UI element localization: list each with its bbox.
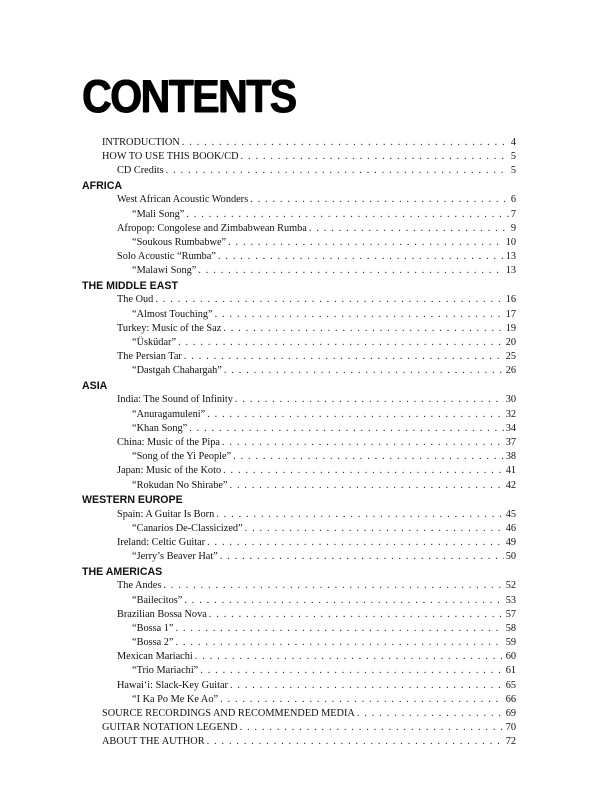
dot-leader <box>155 293 503 307</box>
toc-entry-page: 53 <box>505 594 516 606</box>
toc-entry[interactable] <box>82 436 516 450</box>
toc-entry[interactable] <box>82 594 516 608</box>
toc-entry[interactable] <box>82 336 516 350</box>
toc-entry-page: 5 <box>510 165 516 177</box>
toc-entry[interactable] <box>82 479 516 493</box>
toc-entry[interactable] <box>82 450 516 464</box>
section-heading-asia: ASIA <box>82 380 108 393</box>
toc-entry-page: 59 <box>505 637 516 649</box>
toc-entry-title: “Mali Song” <box>132 208 185 220</box>
dot-leader <box>175 636 503 650</box>
dot-leader <box>245 522 504 536</box>
toc-entry-page: 19 <box>505 322 516 334</box>
toc-entry-page: 30 <box>505 394 516 406</box>
toc-entry-page: 50 <box>505 551 516 563</box>
toc-entry-page: 13 <box>505 265 516 277</box>
toc-entry-title: “Rokudan No Shirabe” <box>132 479 228 491</box>
toc-entry-title: Brazilian Bossa Nova <box>117 608 207 620</box>
toc-entry-title: The Persian Tar <box>117 351 182 363</box>
dot-leader <box>224 364 504 378</box>
toc-entry-title: “Canarios De-Classicized” <box>132 522 243 534</box>
toc-entry-page: 6 <box>510 194 516 206</box>
dot-leader <box>207 735 504 749</box>
dot-leader <box>186 208 509 222</box>
toc-entry-title: Mexican Mariachi <box>117 651 193 663</box>
toc-entry-title: Solo Acoustic “Rumba” <box>117 251 216 263</box>
dot-leader <box>209 608 504 622</box>
toc-entry-page: 20 <box>505 337 516 349</box>
toc-entry[interactable] <box>82 250 516 264</box>
toc-entry-page: 58 <box>505 622 516 634</box>
dot-leader <box>216 508 503 522</box>
toc-entry-page: 16 <box>505 294 516 306</box>
dot-leader <box>198 264 503 278</box>
toc-entry[interactable] <box>82 550 516 564</box>
section-heading-middle-east: THE MIDDLE EAST <box>82 280 178 293</box>
toc-entry[interactable] <box>82 679 516 693</box>
dot-leader <box>163 579 503 593</box>
toc-entry[interactable] <box>82 236 516 250</box>
toc-entry-title: “Song of the Yi People” <box>132 451 232 463</box>
toc-entry-title: Japan: Music of the Koto <box>117 465 222 477</box>
toc-entry-page: 37 <box>505 437 516 449</box>
toc-entry[interactable] <box>82 308 516 322</box>
toc-entry-title: Afropop: Congolese and Zimbabwean Rumba <box>117 222 307 234</box>
dot-leader <box>250 193 509 207</box>
toc-entry[interactable] <box>82 536 516 550</box>
table-of-contents <box>82 136 516 750</box>
toc-entry[interactable] <box>82 193 516 207</box>
toc-entry-title: “Bossa 2” <box>132 637 174 649</box>
toc-entry[interactable] <box>82 622 516 636</box>
toc-entry-title: Ireland: Celtic Guitar <box>117 537 206 549</box>
dot-leader <box>166 164 509 178</box>
dot-leader <box>215 308 504 322</box>
toc-entry-page: 38 <box>505 451 516 463</box>
toc-entry[interactable] <box>82 735 516 749</box>
toc-entry-page: 61 <box>505 665 516 677</box>
toc-entry[interactable] <box>82 608 516 622</box>
toc-entry-page: 17 <box>505 308 516 320</box>
toc-entry[interactable] <box>82 364 516 378</box>
toc-entry-title: HOW TO USE THIS BOOK/CD <box>102 151 239 163</box>
toc-entry-page: 66 <box>505 693 516 705</box>
toc-entry-page: 52 <box>505 580 516 592</box>
toc-entry-title: China: Music of the Pipa <box>117 437 220 449</box>
toc-entry[interactable] <box>82 136 516 150</box>
dot-leader <box>207 536 504 550</box>
toc-entry[interactable] <box>82 208 516 222</box>
toc-entry-title: The Andes <box>117 580 162 592</box>
section-heading-western-europe: WESTERN EUROPE <box>82 494 183 507</box>
dot-leader <box>178 336 504 350</box>
toc-entry-page: 7 <box>510 208 516 220</box>
toc-entry-page: 69 <box>505 708 516 720</box>
toc-entry-title: “Anuragamuleni” <box>132 408 206 420</box>
dot-leader <box>220 693 504 707</box>
toc-entry[interactable] <box>82 293 516 307</box>
toc-entry-page: 42 <box>505 479 516 491</box>
dot-leader <box>241 150 509 164</box>
toc-entry-page: 26 <box>505 365 516 377</box>
toc-entry-title: “Bossa 1” <box>132 622 174 634</box>
toc-entry-page: 41 <box>505 465 516 477</box>
section-heading-africa: AFRICA <box>82 180 123 193</box>
dot-leader <box>230 479 504 493</box>
toc-entry-title: “Soukous Rumbabwe” <box>132 237 227 249</box>
toc-entry-title: West African Acoustic Wonders <box>117 194 249 206</box>
toc-entry-page: 70 <box>505 722 516 734</box>
toc-entry[interactable] <box>82 707 516 721</box>
toc-entry-page: 60 <box>505 651 516 663</box>
toc-entry-title: “Trio Mariachi” <box>132 665 199 677</box>
toc-entry-title: “I Ka Po Me Ke Ao” <box>132 693 219 705</box>
toc-entry-title: INTRODUCTION <box>102 137 180 148</box>
toc-entry-page: 32 <box>505 408 516 420</box>
toc-entry-title: India: The Sound of Infinity <box>117 394 233 406</box>
toc-entry[interactable] <box>82 508 516 522</box>
toc-entry-page: 65 <box>505 679 516 691</box>
toc-entry[interactable] <box>82 464 516 478</box>
toc-entry[interactable] <box>82 664 516 678</box>
toc-entry[interactable] <box>82 636 516 650</box>
dot-leader <box>223 464 504 478</box>
toc-entry-page: 46 <box>505 522 516 534</box>
page-title: CONTENTS <box>82 70 296 123</box>
toc-entry-page: 13 <box>505 251 516 263</box>
toc-entry-title: The Oud <box>117 294 154 306</box>
toc-entry-page: 72 <box>505 736 516 748</box>
dot-leader <box>233 450 504 464</box>
toc-entry[interactable] <box>82 721 516 735</box>
toc-entry[interactable] <box>82 693 516 707</box>
toc-entry[interactable] <box>82 579 516 593</box>
toc-entry-title: “Almost Touching” <box>132 308 213 320</box>
toc-entry-title: “Dastgah Chahargah” <box>132 365 222 377</box>
toc-entry-title: “Jerry’s Beaver Hat” <box>132 551 218 563</box>
section-heading-americas: THE AMERICAS <box>82 565 163 578</box>
toc-entry-page: 4 <box>510 137 516 148</box>
dot-leader <box>228 236 504 250</box>
toc-entry[interactable] <box>82 393 516 407</box>
dot-leader <box>218 250 504 264</box>
toc-entry[interactable] <box>82 164 516 178</box>
toc-entry[interactable] <box>82 650 516 664</box>
toc-entry-page: 57 <box>505 608 516 620</box>
toc-entry[interactable] <box>82 264 516 278</box>
toc-entry-title: ABOUT THE AUTHOR <box>102 736 205 748</box>
dot-leader <box>200 664 503 678</box>
dot-leader <box>207 408 504 422</box>
dot-leader <box>230 679 504 693</box>
toc-entry[interactable] <box>82 522 516 536</box>
toc-entry-page: 10 <box>505 237 516 249</box>
toc-entry-title: CD Credits <box>117 165 164 177</box>
dot-leader <box>182 136 509 150</box>
toc-entry-title: “Khan Song” <box>132 422 188 434</box>
toc-entry-page: 5 <box>510 151 516 163</box>
toc-entry[interactable] <box>82 350 516 364</box>
dot-leader <box>222 436 504 450</box>
toc-entry-page: 25 <box>505 351 516 363</box>
toc-entry[interactable] <box>82 408 516 422</box>
toc-entry-title: “Bailecitos” <box>132 594 183 606</box>
toc-entry-page: 34 <box>505 422 516 434</box>
toc-entry-title: Hawai‘i: Slack-Key Guitar <box>117 679 228 691</box>
dot-leader <box>309 222 509 236</box>
dot-leader <box>223 322 503 336</box>
toc-entry-title: SOURCE RECORDINGS AND RECOMMENDED MEDIA <box>102 708 355 720</box>
dot-leader <box>175 622 503 636</box>
toc-entry-page: 49 <box>505 537 516 549</box>
dot-leader <box>357 707 504 721</box>
dot-leader <box>195 650 504 664</box>
toc-entry[interactable] <box>82 422 516 436</box>
toc-entry-title: “Malawi Song” <box>132 265 197 277</box>
toc-entry-title: “Üsküdar” <box>132 337 177 349</box>
toc-entry-page: 45 <box>505 508 516 520</box>
toc-entry[interactable] <box>82 150 516 164</box>
dot-leader <box>184 350 504 364</box>
dot-leader <box>235 393 504 407</box>
dot-leader <box>240 721 504 735</box>
dot-leader <box>220 550 504 564</box>
dot-leader <box>189 422 504 436</box>
toc-entry[interactable] <box>82 222 516 236</box>
toc-entry-title: Turkey: Music of the Saz <box>117 322 222 334</box>
toc-entry-page: 9 <box>510 222 516 234</box>
toc-entry[interactable] <box>82 322 516 336</box>
toc-entry-title: GUITAR NOTATION LEGEND <box>102 722 238 734</box>
dot-leader <box>184 594 503 608</box>
toc-entry-title: Spain: A Guitar Is Born <box>117 508 215 520</box>
